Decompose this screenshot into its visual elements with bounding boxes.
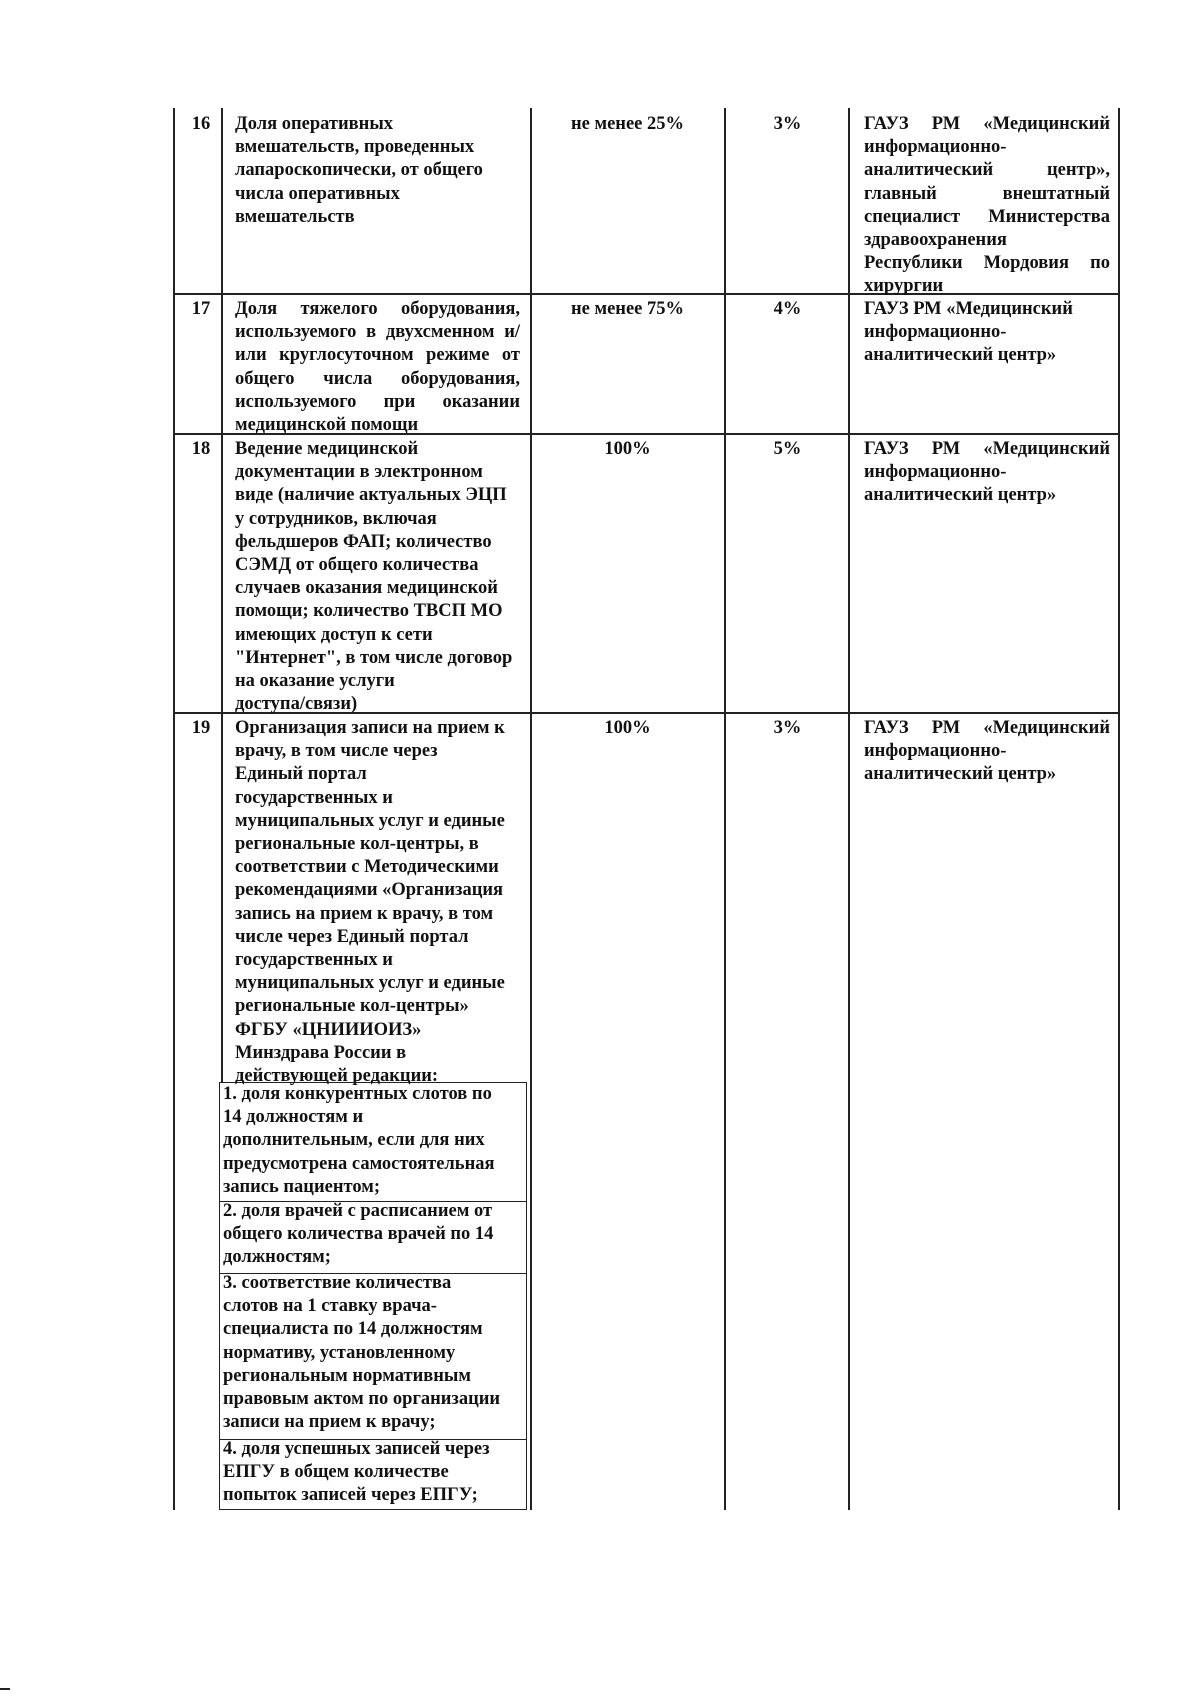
subitem-cell xyxy=(219,1200,527,1274)
table-border-left xyxy=(173,108,175,1510)
subitem-text: 1. доля конкурентных слотов по 14 должностям и дополнительным, если для них предусмотрена самостоятельная запись пациентом; xyxy=(223,1084,495,1197)
responsible-text: ГАУЗ РМ «Медицинский информационно- аналитический центр» xyxy=(864,299,1073,366)
row-number: 19 xyxy=(191,718,211,738)
target-value: 100% xyxy=(604,439,651,459)
table-border-right xyxy=(1118,108,1120,1510)
subitem-text: 4. доля успешных записей через ЕПГУ в общем количестве попыток записей через ЕПГУ; xyxy=(223,1439,490,1506)
subitem-cell xyxy=(219,1082,527,1202)
subitem-text: 2. доля врачей с расписанием от общего количества врачей по 14 должностям; xyxy=(223,1201,494,1268)
target-value: 100% xyxy=(604,718,651,738)
row-number: 16 xyxy=(191,114,211,134)
subitem-cell xyxy=(219,1272,527,1440)
responsible-text: ГАУЗ РМ «Медицинский информационно-аналитический центр», главный внештатный специалист Министерства здравоохранения Республики Мордовия по хирургии xyxy=(864,114,1110,297)
scan-edge-mark xyxy=(0,1688,10,1690)
indicator-text: Организация записи на прием к врачу, в том числе через Единый портал государственных и муниципальных услуг и единые региональные кол-центры, в соответствии с Методическими рекомендациями «Организация запись на прием к врачу, в том числе через Единый портал государственных и муниципальных услуг и единые региональные кол-центры» ФГБУ «ЦНИИИОИЗ» Минздрава России в действующей редакции: xyxy=(235,718,505,1087)
weight-value: 5% xyxy=(773,439,802,459)
weight-value: 4% xyxy=(773,299,802,319)
responsible-text: ГАУЗ РМ «Медицинский информационно-аналитический центр» xyxy=(864,718,1110,785)
responsible-text: ГАУЗ РМ «Медицинский информационно-аналитический центр» xyxy=(864,439,1110,506)
subitem-text: 3. соответствие количества слотов на 1 ставку врача- специалиста по 14 должностям нормативу, установленному региональным нормативным правовым актом по организации записи на прием к врачу; xyxy=(223,1273,501,1433)
weight-value: 3% xyxy=(773,114,802,134)
row-number: 17 xyxy=(191,299,211,319)
indicator-text: Ведение медицинской документации в электронном виде (наличие актуальных ЭЦП у сотрудников, включая фельдшеров ФАП; количество СЭМД от общего количества случаев оказания медицинской помощи; количество ТВСП МО имеющих доступ к сети "Интернет", в том числе договор на оказание услуги доступа/связи) xyxy=(235,439,513,715)
table-border-indicator xyxy=(530,108,532,1510)
subitem-cell xyxy=(219,1438,527,1510)
target-value: не менее 75% xyxy=(570,299,684,319)
target-value: не менее 25% xyxy=(570,114,684,134)
table-border-num xyxy=(221,108,223,1083)
indicator-text: Доля оперативных вмешательств, проведенных лапароскопически, от общего числа оперативных вмешательств xyxy=(235,114,483,227)
row-number: 18 xyxy=(191,439,211,459)
table-border-target xyxy=(724,108,726,1510)
table-border-weight xyxy=(848,108,850,1510)
indicator-text: Доля тяжелого оборудования, используемого в двухсменном и/или круглосуточном режиме от общего числа оборудования, используемого при оказании медицинской помощи xyxy=(235,299,520,436)
weight-value: 3% xyxy=(773,718,802,738)
